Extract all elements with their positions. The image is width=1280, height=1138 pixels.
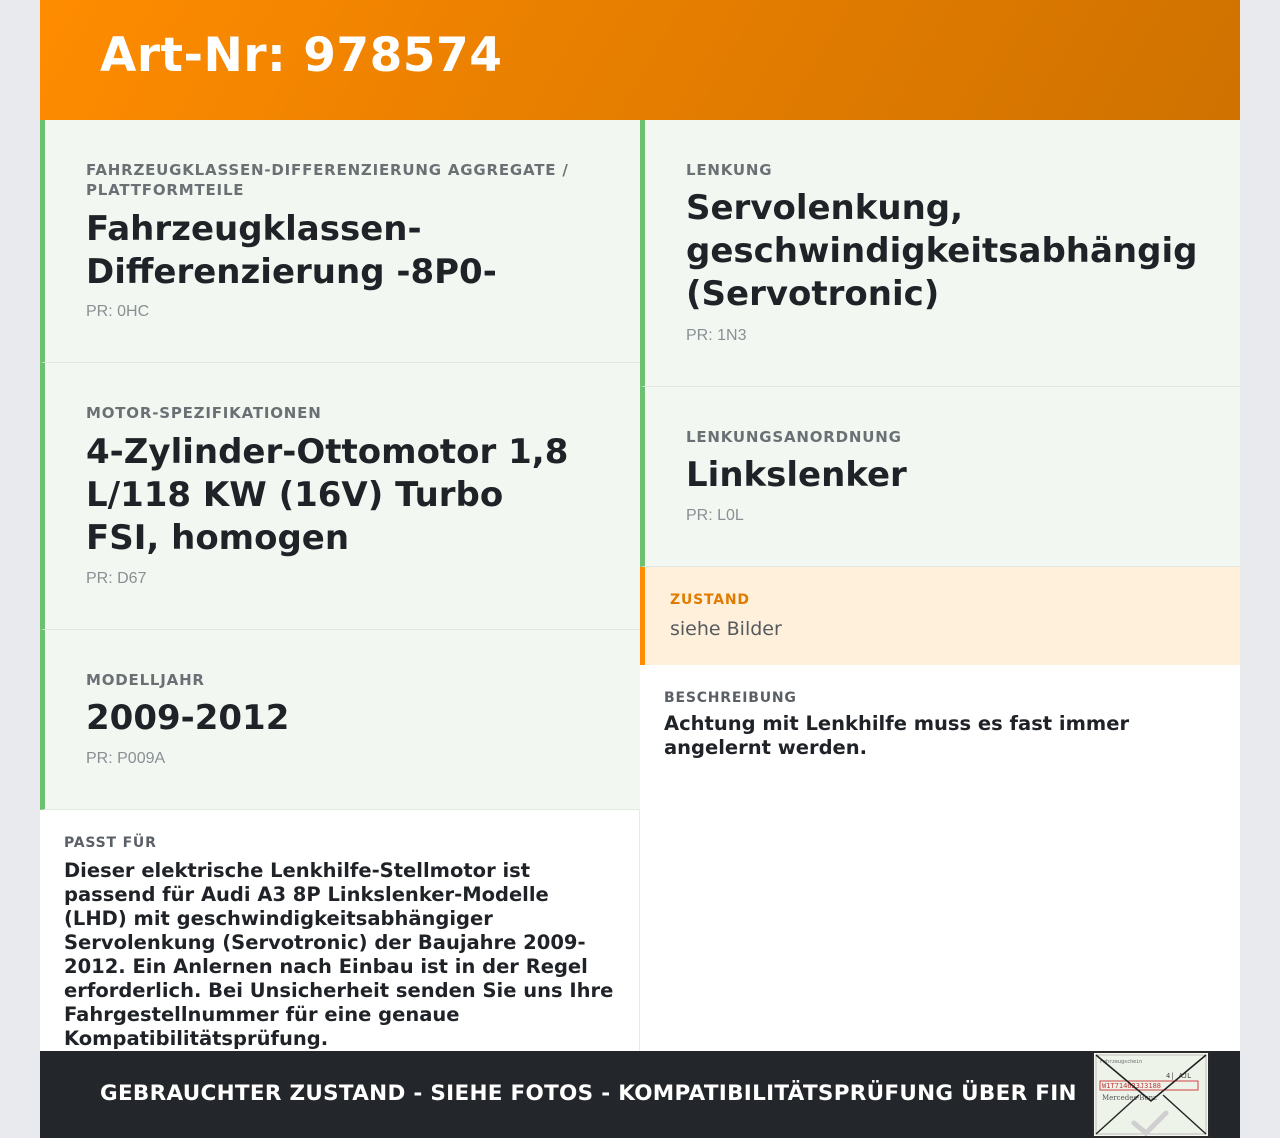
spec-label: LENKUNG [686,161,773,179]
spec-label: FAHRZEUGKLASSEN-DIFFERENZIERUNG AGGREGATE / PLATTFORMTEILE [86,161,569,199]
footer-text: GEBRAUCHTER ZUSTAND - SIEHE FOTOS - KOMPATIBILITÄTSPRÜFUNG ÜBER FIN [100,1081,1077,1106]
zustand-value: siehe Bilder [670,618,782,640]
spec-value: Fahrzeugklassen-Differenzierung -8P0- [86,209,497,292]
passt-fuer-section [64,833,616,1051]
article-number-title: Art-Nr: 978574 [100,28,503,83]
spec-value: 4-Zylinder-Ottomotor 1,8 L/118 KW (16V) Turbo FSI, homogen [86,432,569,558]
spec-pr-code: PR: 1N3 [686,327,747,344]
spec-label: LENKUNGSANORDNUNG [686,428,902,446]
spec-card-lenkungsanordnung [640,387,1240,567]
zustand-card [640,567,1240,665]
spec-value: Servolenkung, geschwindigkeitsabhängig (Servotronic) [686,188,1198,314]
passt-fuer-text: Dieser elektrische Lenkhilfe-Stellmotor ist passend für Audi A3 8P Linkslenker-Modelle (LHD) mit geschwindigkeitsabhängiger Servolenkung (Servotronic) der Baujahre 2009-2012. Ein Anlernen nach Einbau ist in der Regel erforderlich. Bei Unsicherheit senden Sie uns Ihre Fahrgestellnummer für eine genaue Kompatibilitätsprüfung. [64,859,614,1050]
beschreibung-section [664,688,1204,760]
spec-card-motor [40,363,640,630]
header-banner [40,0,1240,120]
envelope-document-icon [1094,1053,1208,1136]
footer-banner [40,1051,1240,1138]
beschreibung-label: BESCHREIBUNG [664,690,797,706]
spec-card-lenkung [640,120,1240,387]
thumb-brand: Mercedes-Benz [1102,1094,1157,1102]
spec-value: 2009-2012 [86,698,290,738]
product-photo-thumbnail[interactable] [1092,1051,1210,1138]
spec-value: Linkslenker [686,455,907,495]
spec-label: MODELLJAHR [86,671,205,689]
thumb-vin: W1T714623J3188 [1102,1082,1162,1090]
product-sheet [40,0,1240,1138]
spec-pr-code: PR: P009A [86,750,166,767]
spec-pr-code: PR: 0HC [86,303,150,320]
spec-label: MOTOR-SPEZIFIKATIONEN [86,404,322,422]
spec-card-modelljahr [40,630,640,810]
spec-pr-code: PR: D67 [86,570,147,587]
left-column [40,120,640,1051]
zustand-label: ZUSTAND [670,592,750,608]
right-column [640,120,1240,1051]
thumb-code: 4| AJL [1166,1072,1192,1080]
beschreibung-text: Achtung mit Lenkhilfe muss es fast immer angelernt werden. [664,712,1130,759]
spec-card-plattform [40,120,640,363]
thumb-doc-title: Fahrzeugschein [1100,1059,1143,1065]
passt-fuer-label: PASST FÜR [64,835,157,851]
spec-pr-code: PR: L0L [686,507,744,524]
